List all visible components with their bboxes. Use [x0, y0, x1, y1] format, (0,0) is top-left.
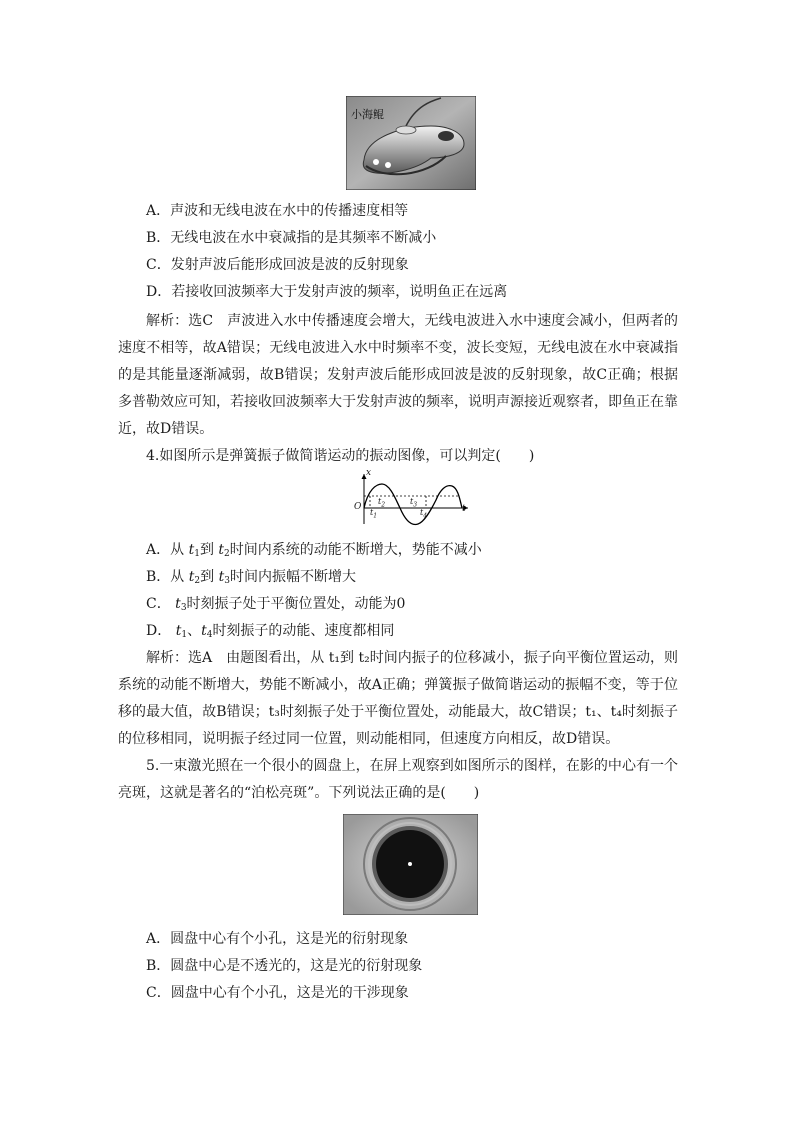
graph-t4: $t_4$ [420, 508, 428, 520]
q3-option-c: C．发射声波后能形成回波是波的反射现象 [146, 257, 409, 273]
q3-option-b: B．无线电波在水中衰减指的是其频率不断减小 [146, 230, 437, 246]
q4-option-c: C． $t_3$时刻振子处于平衡位置处，动能为0 [146, 596, 406, 613]
graph-t2: $t_2$ [378, 497, 386, 509]
graph-axis-x: x [366, 468, 372, 478]
q5-option-a: A．圆盘中心有个小孔，这是光的衍射现象 [146, 931, 409, 947]
graph-origin: O [354, 502, 362, 512]
robot-fish-caption: 小海鲲 [351, 108, 384, 121]
graph-t1: $t_1$ [370, 508, 378, 520]
graph-axis-t: t [462, 504, 466, 514]
q5-option-b: B．圆盘中心是不透光的，这是光的衍射现象 [146, 958, 423, 974]
q3-analysis: 解析：选C 声波进入水中传播速度会增大，无线电波进入水中速度会减小，但两者的速度不相等，故A错误；无线电波进入水中时频率不变，波长变短，无线电波在水中衰减指的是其能量逐渐减弱，故B错误；发射声波后能形成回波是波的反射现象，故C正确；根据多普勒效应可知，若接收回波频率大于发射声波的频率，说明声源接近观察者，即鱼正在靠近，故D错误。 [118, 313, 678, 437]
q3-option-d: D．若接收回波频率大于发射声波的频率，说明鱼正在远离 [146, 284, 508, 300]
poisson-spot-image [343, 814, 478, 915]
poisson-spot-figure [343, 814, 478, 915]
q3-option-a: A．声波和无线电波在水中的传播速度相等 [146, 203, 409, 219]
q4-option-d: D． $t_1$、$t_4$时刻振子的动能、速度都相同 [146, 623, 395, 640]
q4-stem: 4.如图所示是弹簧振子做简谐运动的振动图像，可以判定( ) [146, 448, 535, 464]
q4-analysis: 解析：选A 由题图看出，从 t₁到 t₂时间内振子的位移减小，振子向平衡位置运动，则系统的动能不断增大，势能不断减小，故A正确；弹簧振子做简谐运动的振幅不变，等于位移的最大值，故B错误；t₃时刻振子处于平衡位置处，动能最大，故C错误；t₁、t₄时刻振子的位移相同，说明振子经过同一位置，则动能相同，但速度方向相反，故D错误。 [118, 650, 678, 747]
q5-option-c: C．圆盘中心有个小孔，这是光的干涉现象 [146, 985, 409, 1001]
robot-fish-figure [346, 96, 476, 190]
q5-stem: 5.一束激光照在一个很小的圆盘上，在屏上观察到如图所示的图样，在影的中心有一个亮斑，这就是著名的“泊松亮斑”。下列说法正确的是( ) [118, 758, 678, 801]
graph-t3: $t_3$ [410, 497, 418, 509]
q4-option-b: B．从 $t_2$到 $t_3$时间内振幅不断增大 [146, 569, 356, 586]
vibration-graph [350, 470, 475, 526]
q4-option-a: A．从 $t_1$到 $t_2$时间内系统的动能不断增大，势能不减小 [146, 542, 482, 559]
